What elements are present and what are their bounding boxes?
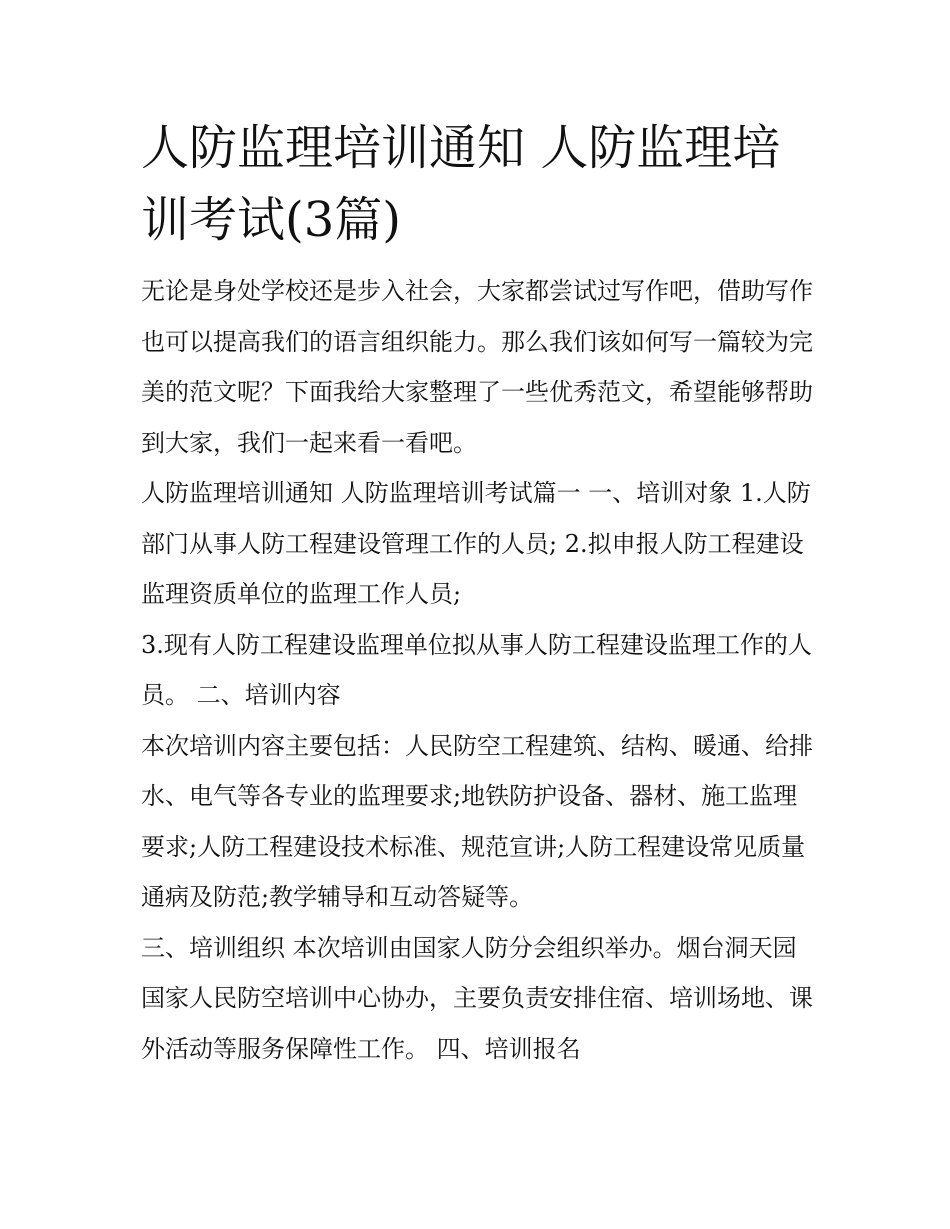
paragraph-training-content: 本次培训内容主要包括：人民防空工程建筑、结构、暖通、给排水、电气等各专业的监理要求;地铁防护设备、器材、施工监理要求;人防工程建设技术标准、规范宣讲;人防工程建设常见质量通病及防范;教学辅导和互动答疑等。 (141, 731, 813, 911)
paragraph-training-organization: 三、培训组织 本次培训由国家人防分会组织举办。烟台洞天园国家人民防空培训中心协办，主要负责安排住宿、培训场地、课外活动等服务保障性工作。 四、培训报名 (141, 933, 813, 1063)
paragraph-training-targets: 人防监理培训通知 人防监理培训考试篇一 一、培训对象 1.人防部门从事人防工程建设管理工作的人员; 2.拟申报人防工程建设监理资质单位的监理工作人员; (141, 479, 811, 608)
document-page (141, 112, 813, 1074)
document-title: 人防监理培训通知 人防监理培训考试(3篇) (141, 120, 781, 248)
paragraph-training-targets-cont: 3.现有人防工程建设监理单位拟从事人防工程建设监理工作的人员。 二、培训内容 (141, 630, 812, 709)
paragraph-intro: 无论是身处学校还是步入社会，大家都尝试过写作吧，借助写作也可以提高我们的语言组织能力。那么我们该如何写一篇较为完美的范文呢？下面我给大家整理了一些优秀范文，希望能够帮助到大家，我们一起来看一看吧。 (141, 277, 813, 457)
